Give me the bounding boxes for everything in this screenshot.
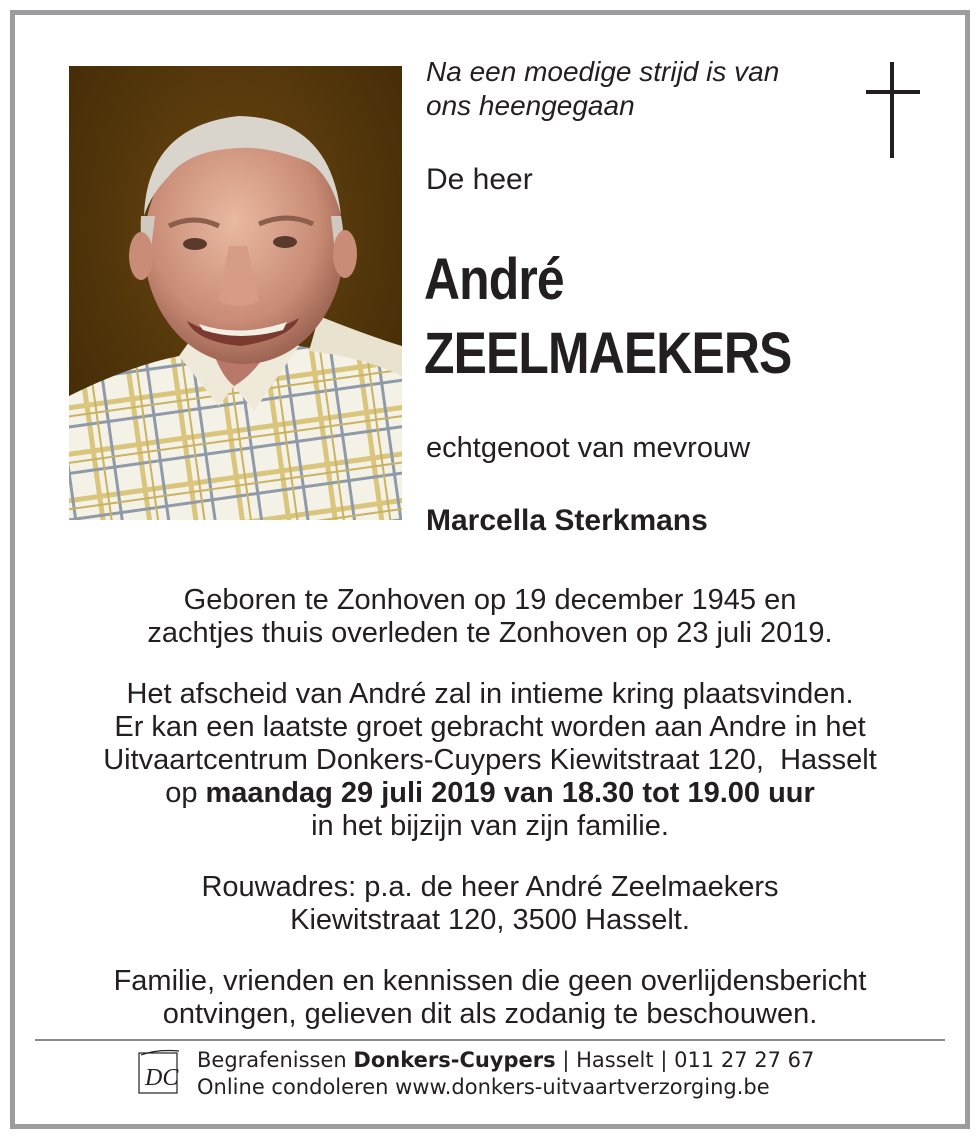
notice-line-1: Familie, vrienden en kennissen die geen overlijdensbericht [113, 965, 867, 997]
footer-website-link[interactable]: www.donkers-uitvaartverzorging.be [395, 1075, 770, 1099]
address-line-2: Kiewitstraat 120, 3500 Hasselt. [290, 904, 690, 936]
intro-text [426, 55, 846, 123]
deceased-title: De heer [426, 163, 533, 196]
cross-icon [862, 62, 924, 167]
farewell-paragraph [30, 678, 950, 843]
funeral-home-logo [137, 1047, 181, 1102]
birth-death-paragraph [30, 584, 950, 650]
farewell-date-time: maandag 29 juli 2019 van 18.30 tot 19.00 uur [205, 777, 815, 809]
footer-separator-2: | [660, 1048, 668, 1072]
footer-city: Hasselt [576, 1048, 654, 1072]
farewell-line-3: Uitvaartcentrum Donkers-Cuypers Kiewitstraat 120, Hasselt [103, 744, 877, 776]
address-paragraph [30, 871, 950, 937]
notice-line-2: ontvingen, gelieven dit als zodanig te beschouwen. [162, 998, 818, 1030]
deceased-last-name: ZEELMAEKERS [424, 321, 792, 386]
footer-line-2 [197, 1074, 814, 1101]
footer-separator-1: | [562, 1048, 570, 1072]
farewell-line-2: Er kan een laatste groet gebracht worden aan Andre in het [114, 711, 866, 743]
intro-line-1: Na een moedige strijd is van [426, 56, 780, 87]
footer-divider [35, 1039, 945, 1041]
spouse-name: Marcella Sterkmans [426, 504, 708, 537]
logo-monogram: DC [145, 1065, 179, 1091]
farewell-line-5: in het bijzijn van zijn familie. [311, 810, 669, 842]
farewell-date-prefix: op [165, 777, 198, 809]
address-line-1: Rouwadres: p.a. de heer André Zeelmaekers [201, 871, 779, 903]
footer-info [197, 1047, 814, 1101]
footer-company: Donkers-Cuypers [353, 1048, 556, 1072]
footer-condolence-label: Online condoleren [197, 1075, 389, 1099]
notice-paragraph [30, 965, 950, 1031]
deceased-first-name: André [424, 247, 564, 312]
portrait-photo [69, 66, 402, 520]
portrait-image [69, 66, 402, 520]
footer-phone: 011 27 27 67 [674, 1048, 815, 1072]
farewell-line-1: Het afscheid van André zal in intieme kring plaatsvinden. [126, 678, 854, 710]
birth-line: Geboren te Zonhoven op 19 december 1945 en [183, 584, 797, 616]
farewell-line-4 [30, 777, 950, 810]
footer-line-1 [197, 1047, 814, 1074]
death-line: zachtjes thuis overleden te Zonhoven op 23 juli 2019. [147, 617, 833, 649]
spouse-relation: echtgenoot van mevrouw [426, 432, 751, 464]
footer-prefix: Begrafenissen [197, 1048, 347, 1072]
intro-line-2: ons heengegaan [426, 90, 635, 121]
